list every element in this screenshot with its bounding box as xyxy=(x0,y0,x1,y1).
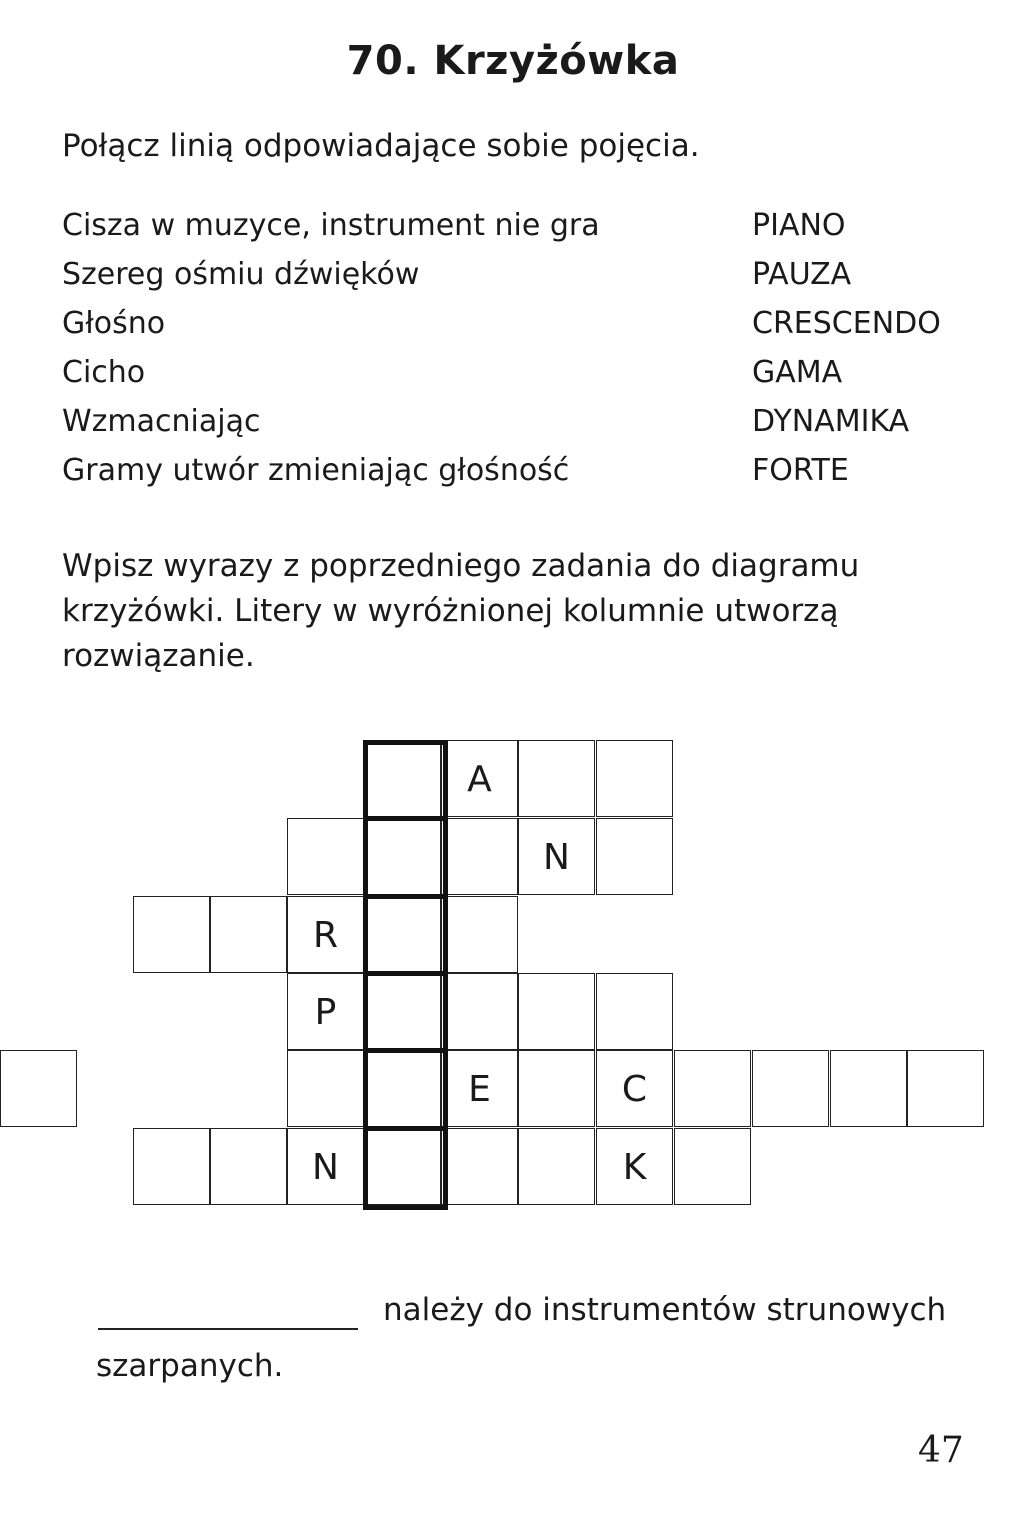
crossword-cell[interactable] xyxy=(287,1050,364,1127)
answer-1: PIANO xyxy=(752,208,846,243)
crossword-cell[interactable] xyxy=(596,818,673,895)
crossword-cell[interactable]: R xyxy=(287,896,364,973)
answer-5: DYNAMIKA xyxy=(752,404,910,439)
answer-6: FORTE xyxy=(752,453,849,488)
crossword-cell[interactable]: A xyxy=(441,740,518,817)
crossword-cell[interactable] xyxy=(441,1128,518,1205)
solution-column-divider xyxy=(363,816,448,821)
crossword-cell[interactable] xyxy=(518,973,595,1050)
crossword-cell[interactable] xyxy=(441,818,518,895)
crossword-cell[interactable] xyxy=(133,896,210,973)
crossword-cell[interactable]: E xyxy=(441,1050,518,1127)
crossword-cell[interactable] xyxy=(596,973,673,1050)
crossword-cell[interactable] xyxy=(210,896,287,973)
crossword-cell[interactable]: N xyxy=(518,818,595,895)
task2-line-1: Wpisz wyrazy z poprzedniego zadania do diagramu xyxy=(62,548,860,584)
definition-2: Szereg ośmiu dźwięków xyxy=(62,257,420,292)
crossword-cell[interactable] xyxy=(441,973,518,1050)
answer-blank-line[interactable] xyxy=(98,1328,358,1330)
solution-column-divider xyxy=(363,971,448,976)
page-number: 47 xyxy=(918,1430,964,1471)
solution-column-divider xyxy=(363,894,448,899)
crossword-cell[interactable] xyxy=(364,1050,441,1127)
crossword-cell[interactable] xyxy=(364,740,441,817)
crossword-cell[interactable] xyxy=(210,1128,287,1205)
definition-5: Wzmacniając xyxy=(62,404,261,439)
answer-3: CRESCENDO xyxy=(752,306,941,341)
definition-3: Głośno xyxy=(62,306,166,341)
crossword-cell[interactable]: K xyxy=(596,1128,673,1205)
crossword-cell[interactable] xyxy=(441,896,518,973)
crossword-cell[interactable] xyxy=(596,740,673,817)
crossword-cell[interactable] xyxy=(518,1128,595,1205)
answer-4: GAMA xyxy=(752,355,843,390)
crossword-cell[interactable] xyxy=(674,1128,751,1205)
definition-6: Gramy utwór zmieniając głośność xyxy=(62,453,570,488)
solution-column-divider xyxy=(363,1126,448,1131)
crossword-cell[interactable] xyxy=(364,818,441,895)
task2-line-2: krzyżówki. Litery w wyróżnionej kolumnie utworzą xyxy=(62,593,839,629)
crossword-cell[interactable] xyxy=(518,740,595,817)
crossword-cell[interactable]: P xyxy=(287,973,364,1050)
crossword-cell[interactable] xyxy=(133,1128,210,1205)
answer-2: PAUZA xyxy=(752,257,852,292)
crossword-cell[interactable] xyxy=(830,1050,907,1127)
solution-column-divider xyxy=(363,1048,448,1053)
crossword-cell[interactable] xyxy=(674,1050,751,1127)
page-title: 70. Krzyżówka xyxy=(346,38,680,84)
crossword-cell[interactable] xyxy=(287,818,364,895)
crossword-cell[interactable] xyxy=(518,1050,595,1127)
crossword-cell[interactable] xyxy=(0,1050,77,1127)
definition-4: Cicho xyxy=(62,355,146,390)
completion-text-1: należy do instrumentów strunowych xyxy=(383,1292,947,1328)
task2-line-3: rozwiązanie. xyxy=(62,638,255,674)
completion-text-2: szarpanych. xyxy=(96,1348,284,1384)
task1-instruction: Połącz linią odpowiadające sobie pojęcia. xyxy=(62,128,700,164)
crossword-cell[interactable] xyxy=(364,896,441,973)
crossword-cell[interactable] xyxy=(752,1050,829,1127)
crossword-cell[interactable]: C xyxy=(596,1050,673,1127)
definition-1: Cisza w muzyce, instrument nie gra xyxy=(62,208,600,243)
crossword-cell[interactable] xyxy=(907,1050,984,1127)
crossword-cell[interactable]: N xyxy=(287,1128,364,1205)
crossword-cell[interactable] xyxy=(364,1128,441,1205)
crossword-cell[interactable] xyxy=(364,973,441,1050)
